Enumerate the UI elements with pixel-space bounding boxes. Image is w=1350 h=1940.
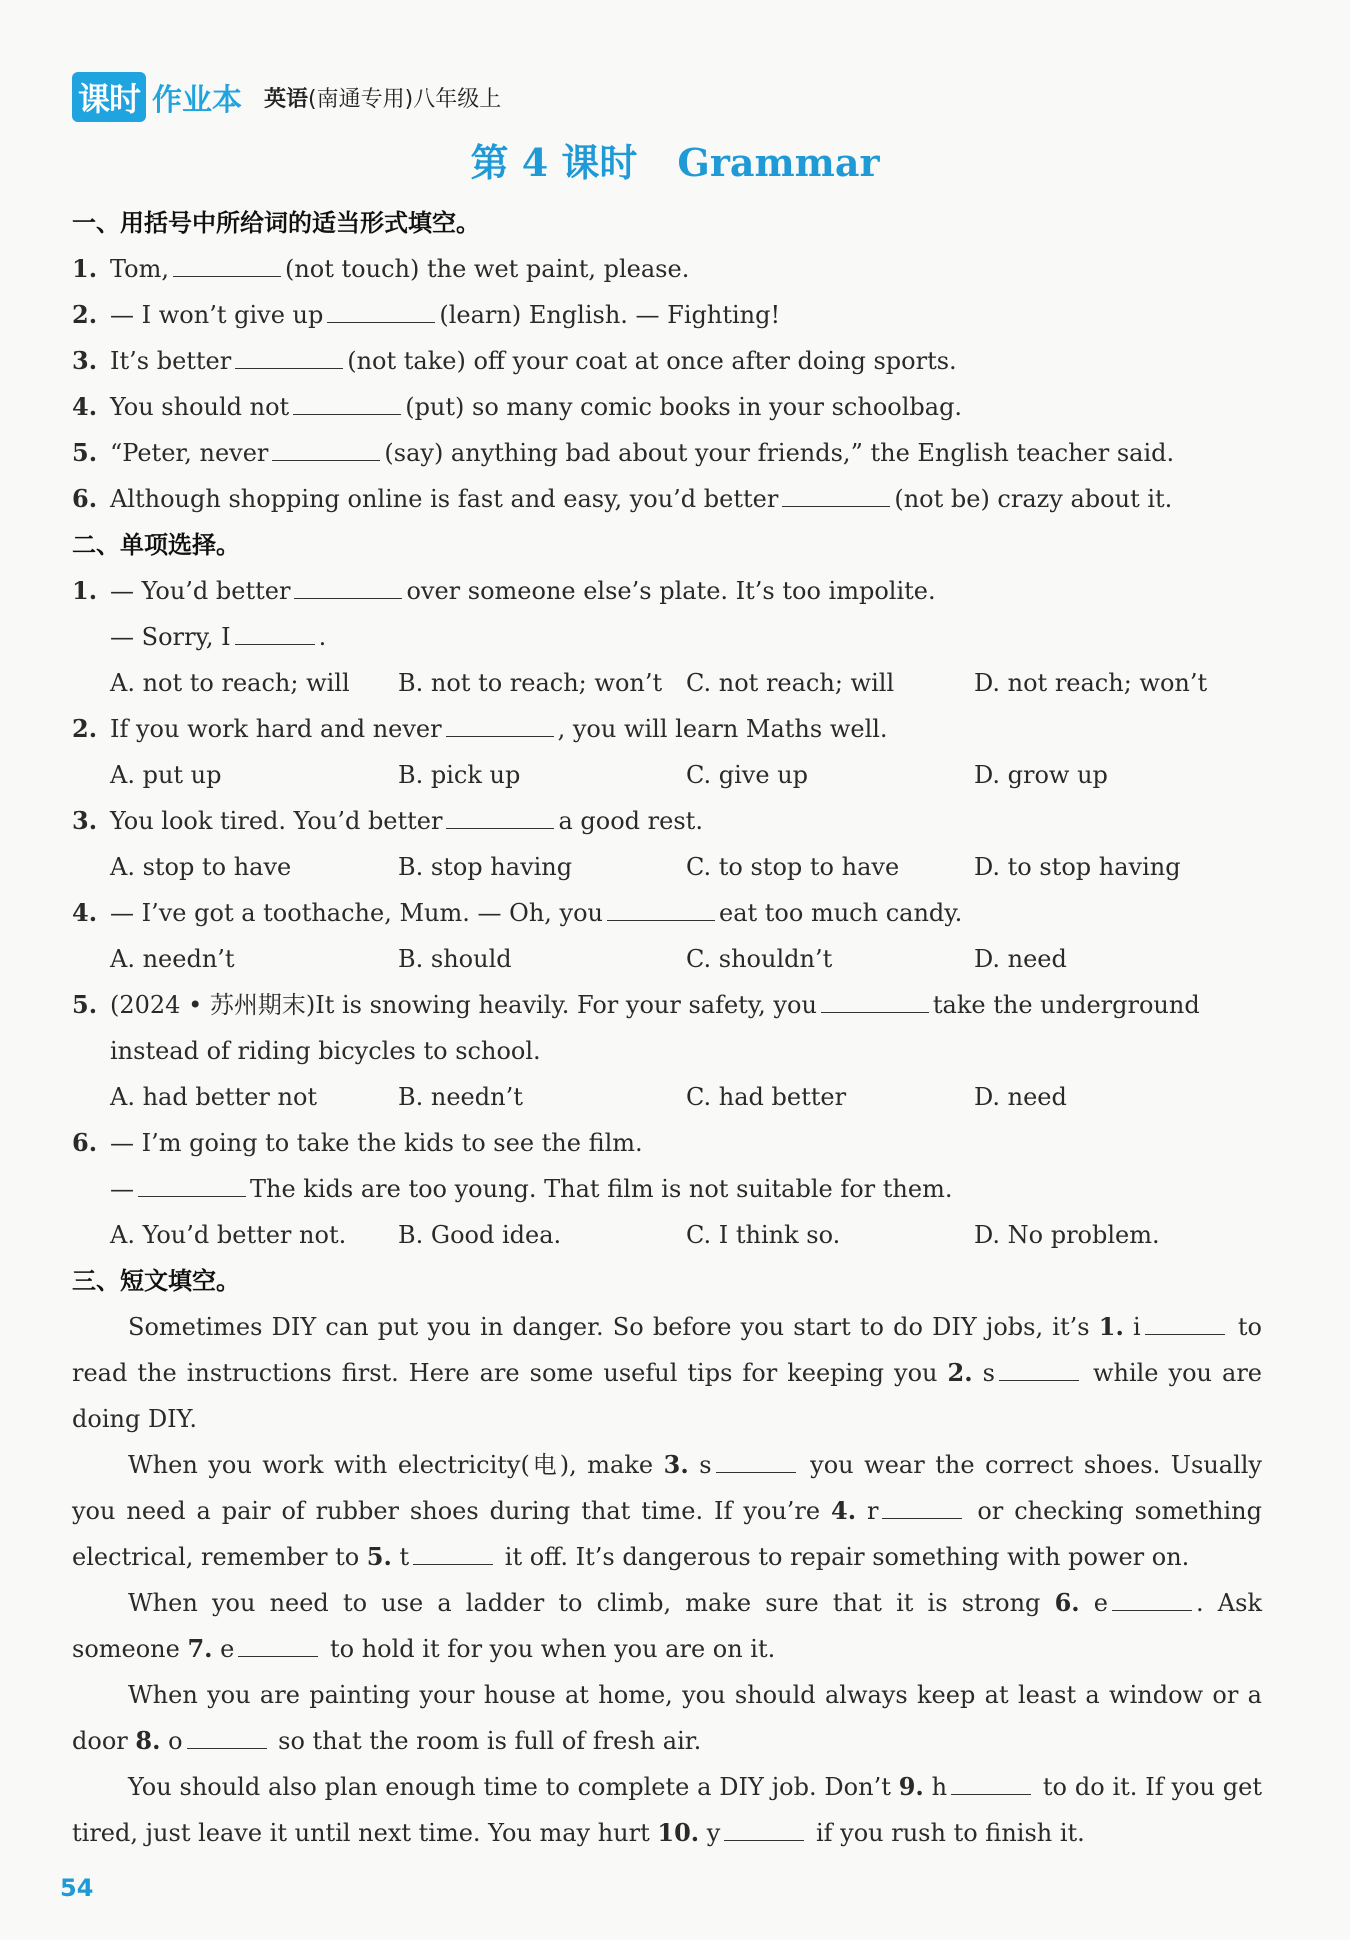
answer-blank[interactable] [999,1354,1079,1381]
answer-blank[interactable] [1112,1584,1192,1611]
answer-blank[interactable] [882,1492,962,1519]
question-item: 1. Tom, (not touch) the wet paint, please. [72,246,1262,292]
answer-blank[interactable] [293,388,401,415]
option-a[interactable]: A. You’d better not. [110,1221,347,1249]
option-a[interactable]: A. put up [110,761,222,789]
question-item: 3. You look tired. You’d better a good rest. [72,798,1262,844]
option-d[interactable]: D. need [974,945,1067,973]
option-c[interactable]: C. shouldn’t [686,945,833,973]
answer-blank[interactable] [272,434,380,461]
answer-blank[interactable] [138,1170,246,1197]
question-item: 3. It’s better (not take) off your coat at once after doing sports. [72,338,1262,384]
answer-blank[interactable] [951,1768,1031,1795]
option-a[interactable]: A. not to reach; will [110,669,350,697]
answer-blank[interactable] [446,710,554,737]
book-header [72,72,501,122]
option-row [72,1212,1262,1258]
question-line: — Sorry, I . [72,614,1262,660]
option-row [72,1074,1262,1120]
book-logo: 课时 [72,72,146,122]
answer-blank[interactable] [327,296,435,323]
answer-blank[interactable] [235,618,315,645]
answer-blank[interactable] [716,1446,796,1473]
answer-blank[interactable] [782,480,890,507]
answer-blank[interactable] [173,250,281,277]
question-item: 5. (2024 • 苏州期末)It is snowing heavily. For your safety, you take the underground [72,982,1262,1028]
lesson-number: 第 4 课时 [470,140,638,185]
option-d[interactable]: D. not reach; won’t [974,669,1208,697]
question-item: 4. You should not (put) so many comic books in your schoolbag. [72,384,1262,430]
answer-blank[interactable] [413,1538,493,1565]
question-item: 2. — I won’t give up (learn) English. — Fighting! [72,292,1262,338]
passage-paragraph: When you work with electricity(电), make 3. s you wear the correct shoes. Usually you need a pair of rubber shoes during that time. If you’re 4. r or checking something electrical, remember to 5. t it off. It’s dangerous to repair something with power on. [72,1442,1262,1580]
passage-paragraph: When you are painting your house at home, you should always keep at least a window or a door 8. o so that the room is full of fresh air. [72,1681,1262,1755]
answer-blank[interactable] [607,894,715,921]
section-title: 三、短文填空。 [72,1267,240,1295]
option-c[interactable]: C. had better [686,1083,847,1111]
option-b[interactable]: B. pick up [398,761,521,789]
option-d[interactable]: D. grow up [974,761,1108,789]
option-a[interactable]: A. had better not [110,1083,318,1111]
option-c[interactable]: C. I think so. [686,1221,841,1249]
option-d[interactable]: D. No problem. [974,1221,1160,1249]
passage [72,1304,1262,1856]
section-title: 一、用括号中所给词的适当形式填空。 [72,209,480,237]
option-c[interactable]: C. not reach; will [686,669,895,697]
question-item: 6. Although shopping online is fast and easy, you’d better (not be) crazy about it. [72,476,1262,522]
passage-paragraph: When you need to use a ladder to climb, make sure that it is strong 6. e . Ask someone 7. e to hold it for you when you are on it. [72,1580,1262,1672]
question-item: 2. If you work hard and never , you will learn Maths well. [72,706,1262,752]
subject-label: 英语(南通专用)八年级上 [264,86,502,112]
answer-blank[interactable] [446,802,554,829]
passage-paragraph: Sometimes DIY can put you in danger. So before you start to do DIY jobs, it’s 1. i to read the instructions first. Here are some useful tips for keeping you 2. s while you are doing DIY. [72,1304,1262,1442]
question-item: 4. — I’ve got a toothache, Mum. — Oh, you eat too much candy. [72,890,1262,936]
option-b[interactable]: B. stop having [398,853,573,881]
question-item: 6. — I’m going to take the kids to see the film. [72,1128,643,1157]
option-row [72,660,1262,706]
option-d[interactable]: D. to stop having [974,853,1181,881]
option-d[interactable]: D. need [974,1083,1067,1111]
option-b[interactable]: B. not to reach; won’t [398,669,663,697]
answer-blank[interactable] [187,1722,267,1749]
option-row [72,936,1262,982]
passage-paragraph: You should also plan enough time to complete a DIY job. Don’t 9. h to do it. If you get tired, just leave it until next time. You may hurt 10. y if you rush to finish it. [72,1764,1262,1856]
answer-blank[interactable] [724,1814,804,1841]
section-title: 二、单项选择。 [72,531,240,559]
lesson-title [0,132,1350,187]
answer-blank[interactable] [238,1630,318,1657]
question-item: 1. — You’d better over someone else’s plate. It’s too impolite. [72,568,1262,614]
option-b[interactable]: B. Good idea. [398,1221,562,1249]
option-c[interactable]: C. give up [686,761,809,789]
lesson-topic: Grammar [677,140,880,185]
question-line: — The kids are too young. That film is not suitable for them. [72,1166,1262,1212]
option-row [72,752,1262,798]
page-number: 54 [60,1874,94,1902]
question-item: 5. “Peter, never (say) anything bad about your friends,” the English teacher said. [72,430,1262,476]
answer-blank[interactable] [235,342,343,369]
option-b[interactable]: B. should [398,945,512,973]
answer-blank[interactable] [1145,1308,1225,1335]
option-a[interactable]: A. stop to have [110,853,292,881]
option-c[interactable]: C. to stop to have [686,853,900,881]
exercise-content [72,200,1262,1856]
answer-blank[interactable] [294,572,402,599]
answer-blank[interactable] [821,986,929,1013]
option-row [72,844,1262,890]
option-b[interactable]: B. needn’t [398,1083,523,1111]
option-a[interactable]: A. needn’t [110,945,235,973]
book-logo-text: 作业本 [152,83,243,118]
question-line: instead of riding bicycles to school. [110,1037,541,1065]
